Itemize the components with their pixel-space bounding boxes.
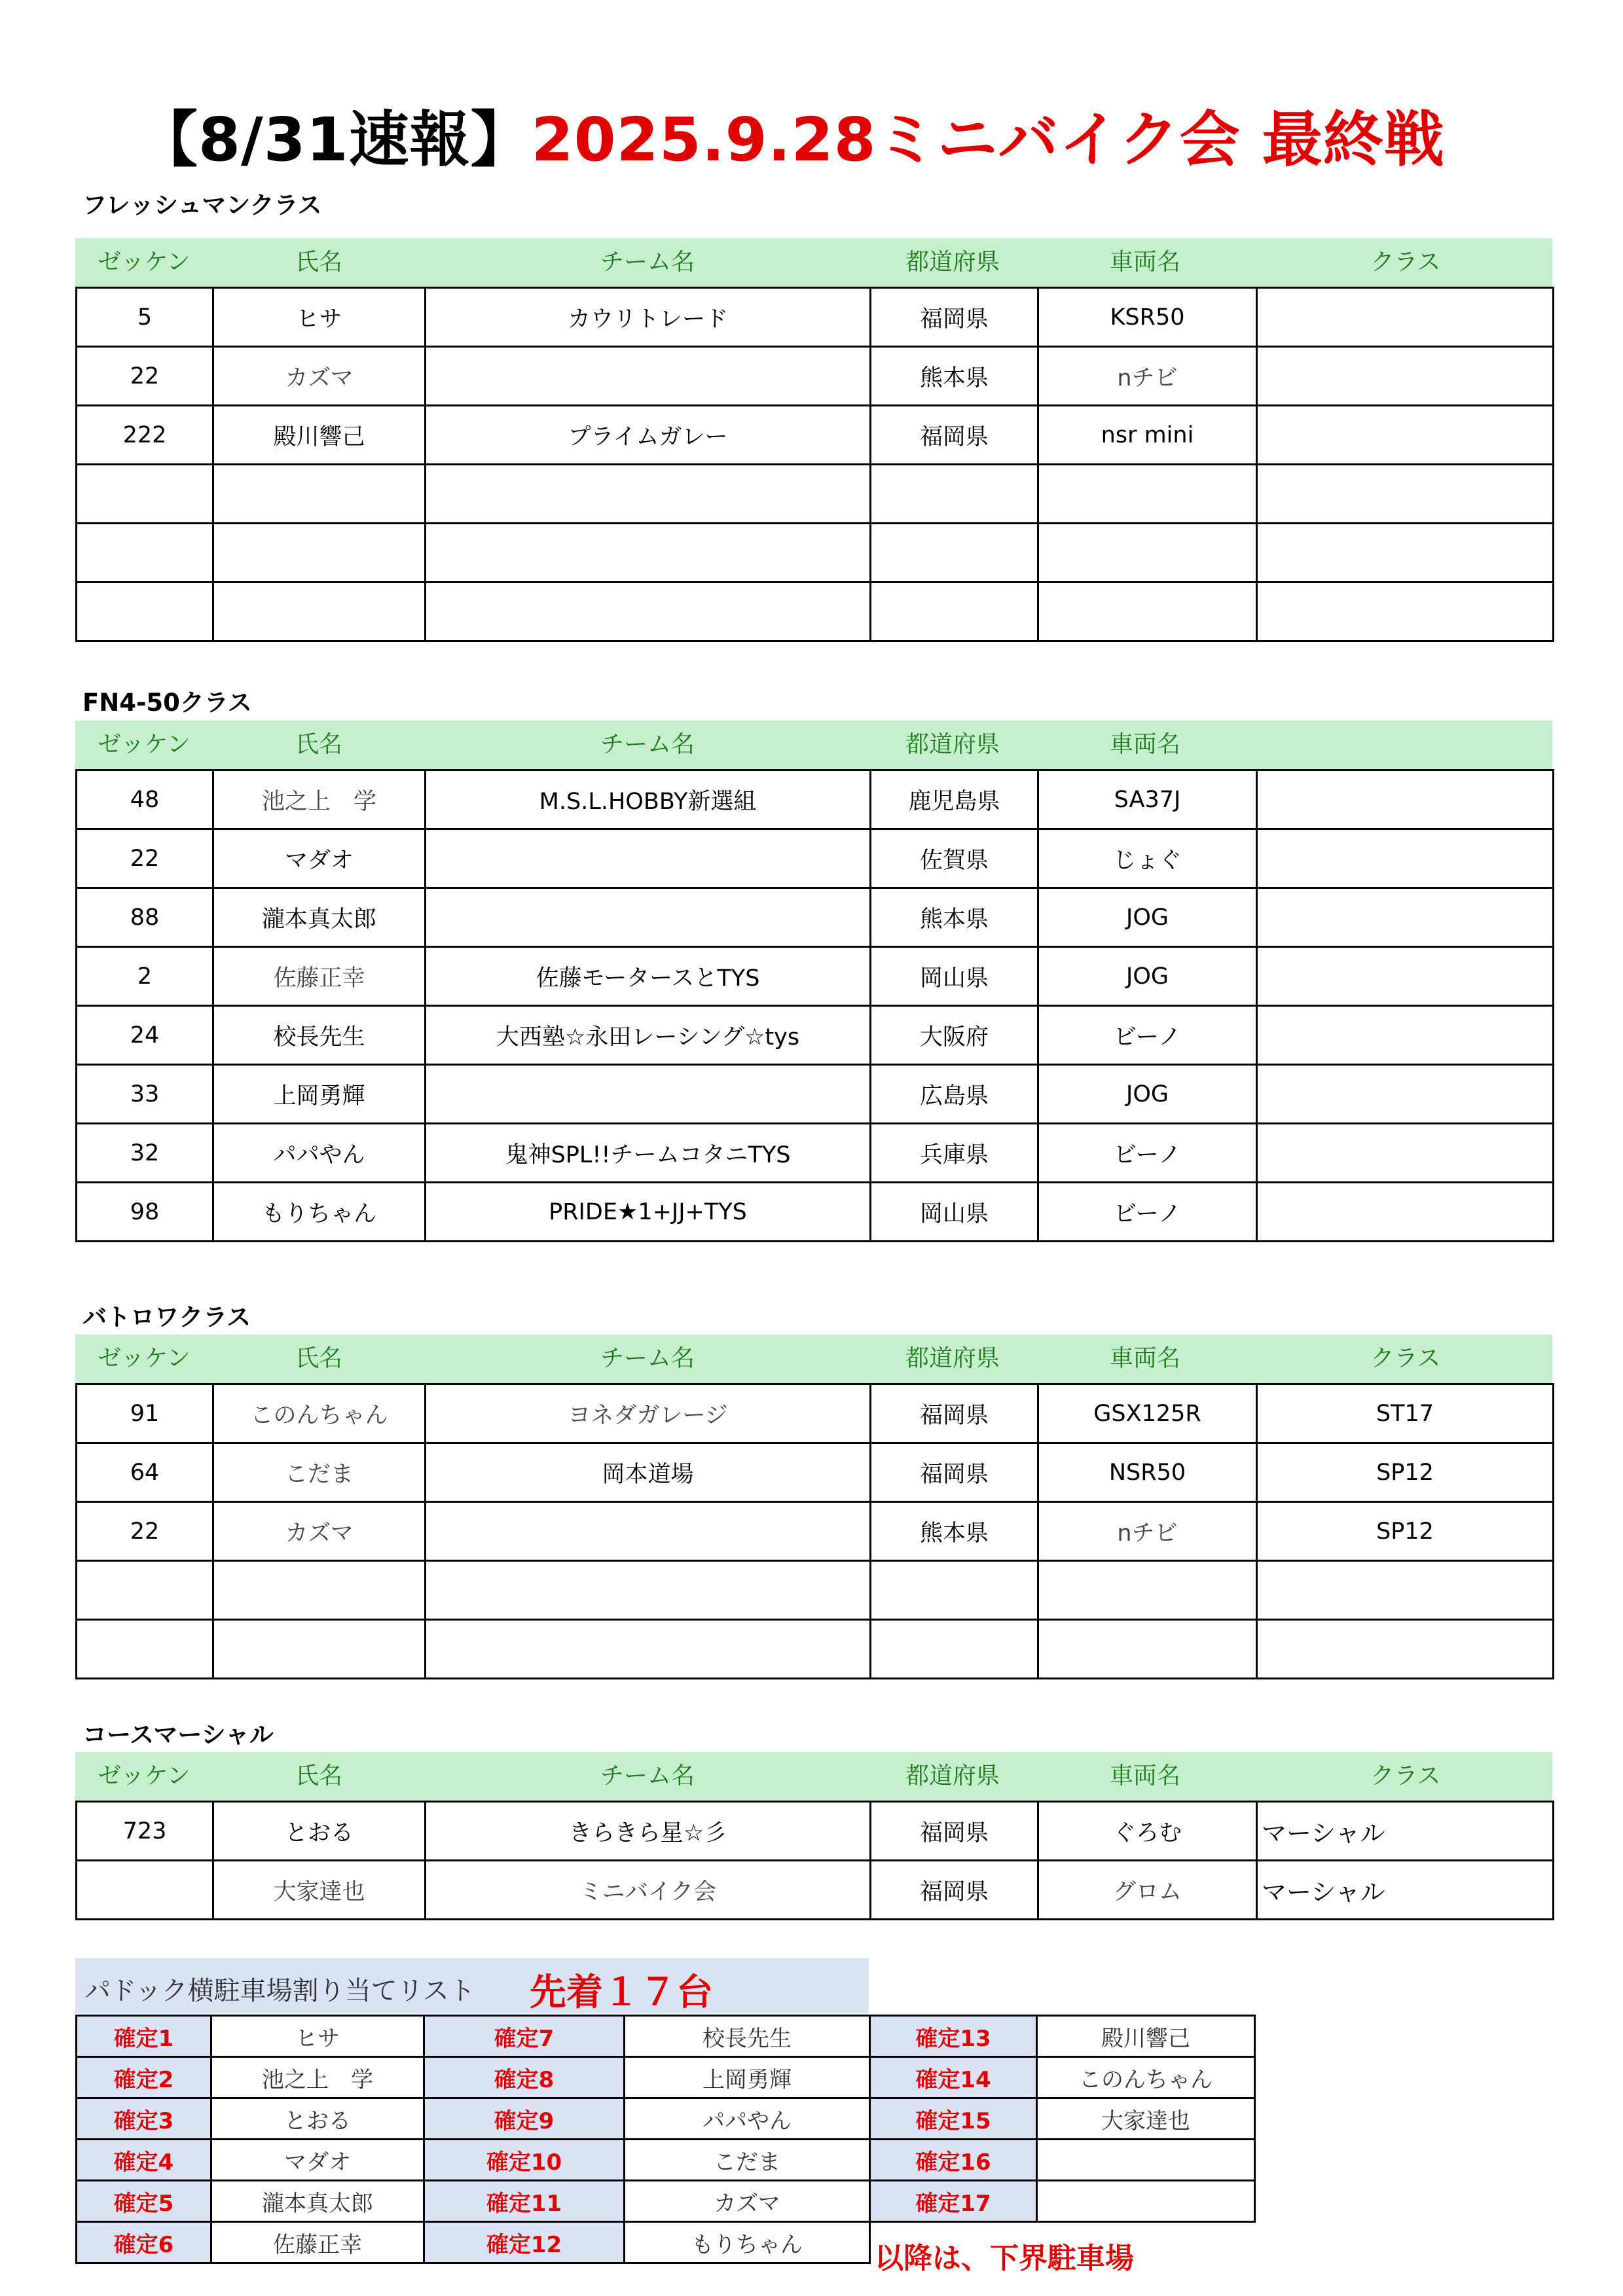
table-cell: 2 — [77, 947, 213, 1006]
parking-row — [77, 2057, 1255, 2098]
section-label: バトロワクラス — [82, 1303, 251, 1331]
table-cell: 福岡県 — [871, 1861, 1038, 1920]
table-cell: 鬼神SPL!!チームコタニTYS — [426, 1124, 871, 1183]
table-cell — [1257, 1561, 1554, 1620]
table-cell: 広島県 — [871, 1065, 1038, 1124]
column-header: チーム名 — [600, 1345, 695, 1372]
table-cell: 福岡県 — [871, 1443, 1038, 1502]
section-label: コースマーシャル — [82, 1721, 274, 1749]
table-cell: 瀧本真太郎 — [213, 888, 426, 947]
table-cell: 福岡県 — [871, 1802, 1038, 1861]
table-row — [77, 829, 1554, 888]
table-cell: 大西塾☆永田レーシング☆tys — [426, 1006, 871, 1065]
parking-slot-name: マダオ — [211, 2140, 424, 2181]
table-cell: 福岡県 — [871, 406, 1038, 465]
parking-title: パドック横駐車場割り当てリスト — [84, 1976, 475, 2006]
table-cell — [426, 465, 871, 524]
parking-slot-name — [1037, 2140, 1255, 2181]
table-cell — [426, 347, 871, 406]
entry-table — [75, 769, 1554, 1242]
table-cell: 22 — [77, 1502, 213, 1561]
table-row — [77, 1620, 1554, 1679]
table-cell — [1038, 1620, 1257, 1679]
table-cell: ビーノ — [1038, 1124, 1257, 1183]
table-cell — [871, 524, 1038, 583]
table-cell: きらきら星☆彡 — [426, 1802, 871, 1861]
table-cell: nチビ — [1038, 347, 1257, 406]
parking-note: 以降は、下界駐車場 — [875, 2242, 1134, 2275]
table-cell: マダオ — [213, 829, 426, 888]
table-row — [77, 583, 1554, 641]
table-cell — [426, 1502, 871, 1561]
table-cell: NSR50 — [1038, 1443, 1257, 1502]
parking-table — [75, 2015, 1256, 2264]
table-cell — [213, 524, 426, 583]
parking-slot-name: 校長先生 — [625, 2016, 870, 2057]
table-cell — [426, 1561, 871, 1620]
entry-table — [75, 287, 1554, 642]
column-header: 車両名 — [1109, 731, 1180, 758]
table-row — [77, 1861, 1554, 1920]
table-cell — [1257, 947, 1554, 1006]
parking-slot-label: 確定9 — [424, 2098, 625, 2140]
table-cell — [426, 1620, 871, 1679]
table-cell — [77, 1620, 213, 1679]
table-cell — [1038, 465, 1257, 524]
table-row — [77, 406, 1554, 465]
table-row — [77, 1502, 1554, 1561]
table-cell: カズマ — [213, 347, 426, 406]
table-cell — [426, 888, 871, 947]
table-cell — [1257, 465, 1554, 524]
column-header: 車両名 — [1109, 1345, 1180, 1372]
column-header: 氏名 — [295, 1345, 342, 1372]
parking-slot-name: 池之上 学 — [211, 2057, 424, 2098]
table-cell: 222 — [77, 406, 213, 465]
table-cell — [77, 1861, 213, 1920]
parking-slot-label: 確定16 — [870, 2140, 1037, 2181]
table-cell: ヒサ — [213, 288, 426, 347]
parking-slot-name: このんちゃん — [1037, 2057, 1255, 2098]
table-cell — [426, 1065, 871, 1124]
table-row — [77, 1561, 1554, 1620]
parking-row — [77, 2098, 1255, 2140]
entry-table — [75, 1801, 1554, 1920]
table-cell: 22 — [77, 829, 213, 888]
column-header: ゼッケン — [98, 1763, 191, 1789]
table-cell: もりちゃん — [213, 1183, 426, 1242]
table-cell: 福岡県 — [871, 288, 1038, 347]
table-cell: 福岡県 — [871, 1384, 1038, 1443]
parking-slot-name: 佐藤正幸 — [211, 2222, 424, 2263]
column-header: 氏名 — [295, 249, 342, 276]
table-cell: GSX125R — [1038, 1384, 1257, 1443]
parking-header — [75, 1958, 869, 2013]
column-header: クラス — [1370, 249, 1441, 276]
page-title — [137, 92, 1445, 178]
column-header: クラス — [1370, 1763, 1441, 1789]
table-cell — [1257, 770, 1554, 829]
table-cell — [213, 1561, 426, 1620]
parking-slot-label: 確定3 — [77, 2098, 211, 2140]
table-cell — [77, 465, 213, 524]
table-cell — [213, 465, 426, 524]
table-row — [77, 947, 1554, 1006]
parking-slot-label: 確定5 — [77, 2181, 211, 2222]
parking-slot-label: 確定15 — [870, 2098, 1037, 2140]
parking-slot-label: 確定17 — [870, 2181, 1037, 2222]
table-cell — [1257, 347, 1554, 406]
parking-slot-name — [1037, 2181, 1255, 2222]
table-cell: nsr mini — [1038, 406, 1257, 465]
parking-slot-label: 確定2 — [77, 2057, 211, 2098]
parking-slot-name: パパやん — [625, 2098, 870, 2140]
table-cell: 殿川響己 — [213, 406, 426, 465]
column-header: 都道府県 — [905, 249, 1000, 276]
table-cell: 88 — [77, 888, 213, 947]
table-cell — [1257, 888, 1554, 947]
table-cell — [1257, 1006, 1554, 1065]
table-cell: SP12 — [1257, 1443, 1554, 1502]
column-header: ゼッケン — [98, 1345, 191, 1372]
table-cell: 5 — [77, 288, 213, 347]
column-header-row — [75, 721, 1552, 769]
table-cell: カズマ — [213, 1502, 426, 1561]
table-cell — [426, 524, 871, 583]
column-header: 都道府県 — [905, 1763, 1000, 1789]
table-cell: 熊本県 — [871, 347, 1038, 406]
table-cell — [871, 465, 1038, 524]
table-cell — [77, 1561, 213, 1620]
table-row — [77, 465, 1554, 524]
table-cell — [1038, 1561, 1257, 1620]
table-cell — [1257, 524, 1554, 583]
table-cell: JOG — [1038, 888, 1257, 947]
table-cell — [213, 583, 426, 641]
table-cell: グロム — [1038, 1861, 1257, 1920]
table-cell — [213, 1620, 426, 1679]
table-cell — [1257, 829, 1554, 888]
table-cell: ST17 — [1257, 1384, 1554, 1443]
column-header: ゼッケン — [98, 249, 191, 276]
table-cell: ヨネダガレージ — [426, 1384, 871, 1443]
column-header: チーム名 — [600, 1763, 695, 1789]
table-cell: 64 — [77, 1443, 213, 1502]
table-row — [77, 1384, 1554, 1443]
table-cell: 兵庫県 — [871, 1124, 1038, 1183]
table-row — [77, 1065, 1554, 1124]
parking-slot-name: 上岡勇輝 — [625, 2057, 870, 2098]
parking-slot-label: 確定4 — [77, 2140, 211, 2181]
parking-slot-label: 確定8 — [424, 2057, 625, 2098]
column-header: ゼッケン — [98, 731, 191, 758]
table-cell: PRIDE★1+JJ+TYS — [426, 1183, 871, 1242]
table-cell: 鹿児島県 — [871, 770, 1038, 829]
table-cell: とおる — [213, 1802, 426, 1861]
section-label: フレッシュマンクラス — [82, 191, 322, 219]
table-cell — [426, 829, 871, 888]
parking-slot-name: 大家達也 — [1037, 2098, 1255, 2140]
column-header: 車両名 — [1109, 249, 1180, 276]
parking-slot-name: ヒサ — [211, 2016, 424, 2057]
parking-slot-name: もりちゃん — [625, 2222, 870, 2263]
table-cell: じょぐ — [1038, 829, 1257, 888]
table-cell: 大阪府 — [871, 1006, 1038, 1065]
table-cell — [1257, 1124, 1554, 1183]
table-cell: JOG — [1038, 947, 1257, 1006]
table-cell: SP12 — [1257, 1502, 1554, 1561]
table-cell — [871, 1620, 1038, 1679]
entry-table — [75, 1383, 1554, 1679]
parking-slot-name: 殿川響己 — [1037, 2016, 1255, 2057]
table-cell: ミニバイク会 — [426, 1861, 871, 1920]
table-cell: 24 — [77, 1006, 213, 1065]
table-cell: こだま — [213, 1443, 426, 1502]
parking-slot-label: 確定10 — [424, 2140, 625, 2181]
table-cell: 岡山県 — [871, 947, 1038, 1006]
table-cell: 91 — [77, 1384, 213, 1443]
parking-limit: 先着１７台 — [530, 1971, 713, 2014]
parking-slot-label: 確定13 — [870, 2016, 1037, 2057]
table-row — [77, 1183, 1554, 1242]
table-cell — [1257, 1183, 1554, 1242]
table-cell — [1257, 288, 1554, 347]
parking-slot-label: 確定12 — [424, 2222, 625, 2263]
table-cell — [1257, 583, 1554, 641]
parking-slot-label: 確定7 — [424, 2016, 625, 2057]
table-cell — [426, 583, 871, 641]
table-cell: パパやん — [213, 1124, 426, 1183]
table-row — [77, 770, 1554, 829]
table-cell: 大家達也 — [213, 1861, 426, 1920]
table-cell: 32 — [77, 1124, 213, 1183]
table-cell: 佐藤正幸 — [213, 947, 426, 1006]
table-cell: KSR50 — [1038, 288, 1257, 347]
table-cell: 723 — [77, 1802, 213, 1861]
table-cell: 98 — [77, 1183, 213, 1242]
table-cell — [1257, 1620, 1554, 1679]
table-cell — [77, 524, 213, 583]
parking-slot-name: 瀧本真太郎 — [211, 2181, 424, 2222]
table-cell: 熊本県 — [871, 1502, 1038, 1561]
table-row — [77, 1443, 1554, 1502]
table-row — [77, 347, 1554, 406]
table-cell: ビーノ — [1038, 1006, 1257, 1065]
parking-slot-label: 確定1 — [77, 2016, 211, 2057]
parking-row — [77, 2016, 1255, 2057]
table-cell — [1038, 583, 1257, 641]
table-cell: マーシャル — [1257, 1861, 1554, 1920]
table-cell: nチビ — [1038, 1502, 1257, 1561]
table-cell: 上岡勇輝 — [213, 1065, 426, 1124]
table-cell: ビーノ — [1038, 1183, 1257, 1242]
title-main: 2025.9.28ミニバイク会 最終戦 — [531, 105, 1445, 175]
table-cell: マーシャル — [1257, 1802, 1554, 1861]
parking-slot-label: 確定11 — [424, 2181, 625, 2222]
table-cell — [871, 583, 1038, 641]
parking-slot-name: カズマ — [625, 2181, 870, 2222]
table-cell: SA37J — [1038, 770, 1257, 829]
parking-slot-label: 確定6 — [77, 2222, 211, 2263]
column-header: 氏名 — [295, 731, 342, 758]
column-header: クラス — [1370, 1345, 1441, 1372]
section-label: FN4-50クラス — [82, 689, 252, 717]
table-cell: 佐藤モータースとTYS — [426, 947, 871, 1006]
column-header: 都道府県 — [905, 731, 1000, 758]
table-cell: 校長先生 — [213, 1006, 426, 1065]
table-cell: 22 — [77, 347, 213, 406]
table-cell: プライムガレー — [426, 406, 871, 465]
table-cell — [77, 583, 213, 641]
column-header-row — [75, 1752, 1552, 1801]
parking-row — [77, 2181, 1255, 2222]
table-cell: 佐賀県 — [871, 829, 1038, 888]
table-cell: 48 — [77, 770, 213, 829]
table-cell: M.S.L.HOBBY新選組 — [426, 770, 871, 829]
column-header: 都道府県 — [905, 1345, 1000, 1372]
parking-slot-label: 確定14 — [870, 2057, 1037, 2098]
table-row — [77, 524, 1554, 583]
column-header: チーム名 — [600, 249, 695, 276]
column-header: 車両名 — [1109, 1763, 1180, 1789]
table-row — [77, 1124, 1554, 1183]
table-cell — [1257, 1065, 1554, 1124]
table-cell — [1257, 406, 1554, 465]
table-row — [77, 1006, 1554, 1065]
column-header: チーム名 — [600, 731, 695, 758]
table-cell: カウリトレード — [426, 288, 871, 347]
parking-slot-name: こだま — [625, 2140, 870, 2181]
table-cell: ぐろむ — [1038, 1802, 1257, 1861]
table-row — [77, 1802, 1554, 1861]
table-row — [77, 288, 1554, 347]
table-cell: 熊本県 — [871, 888, 1038, 947]
table-cell: 33 — [77, 1065, 213, 1124]
table-cell: このんちゃん — [213, 1384, 426, 1443]
parking-slot-name: とおる — [211, 2098, 424, 2140]
table-cell: 岡山県 — [871, 1183, 1038, 1242]
title-prefix: 【8/31速報】 — [137, 105, 532, 175]
table-cell — [1038, 524, 1257, 583]
table-cell — [871, 1561, 1038, 1620]
column-header: 氏名 — [295, 1763, 342, 1789]
parking-row — [77, 2140, 1255, 2181]
table-cell: JOG — [1038, 1065, 1257, 1124]
table-row — [77, 888, 1554, 947]
column-header-row — [75, 1335, 1552, 1383]
table-cell: 岡本道場 — [426, 1443, 871, 1502]
column-header-row — [75, 238, 1552, 287]
table-cell: 池之上 学 — [213, 770, 426, 829]
